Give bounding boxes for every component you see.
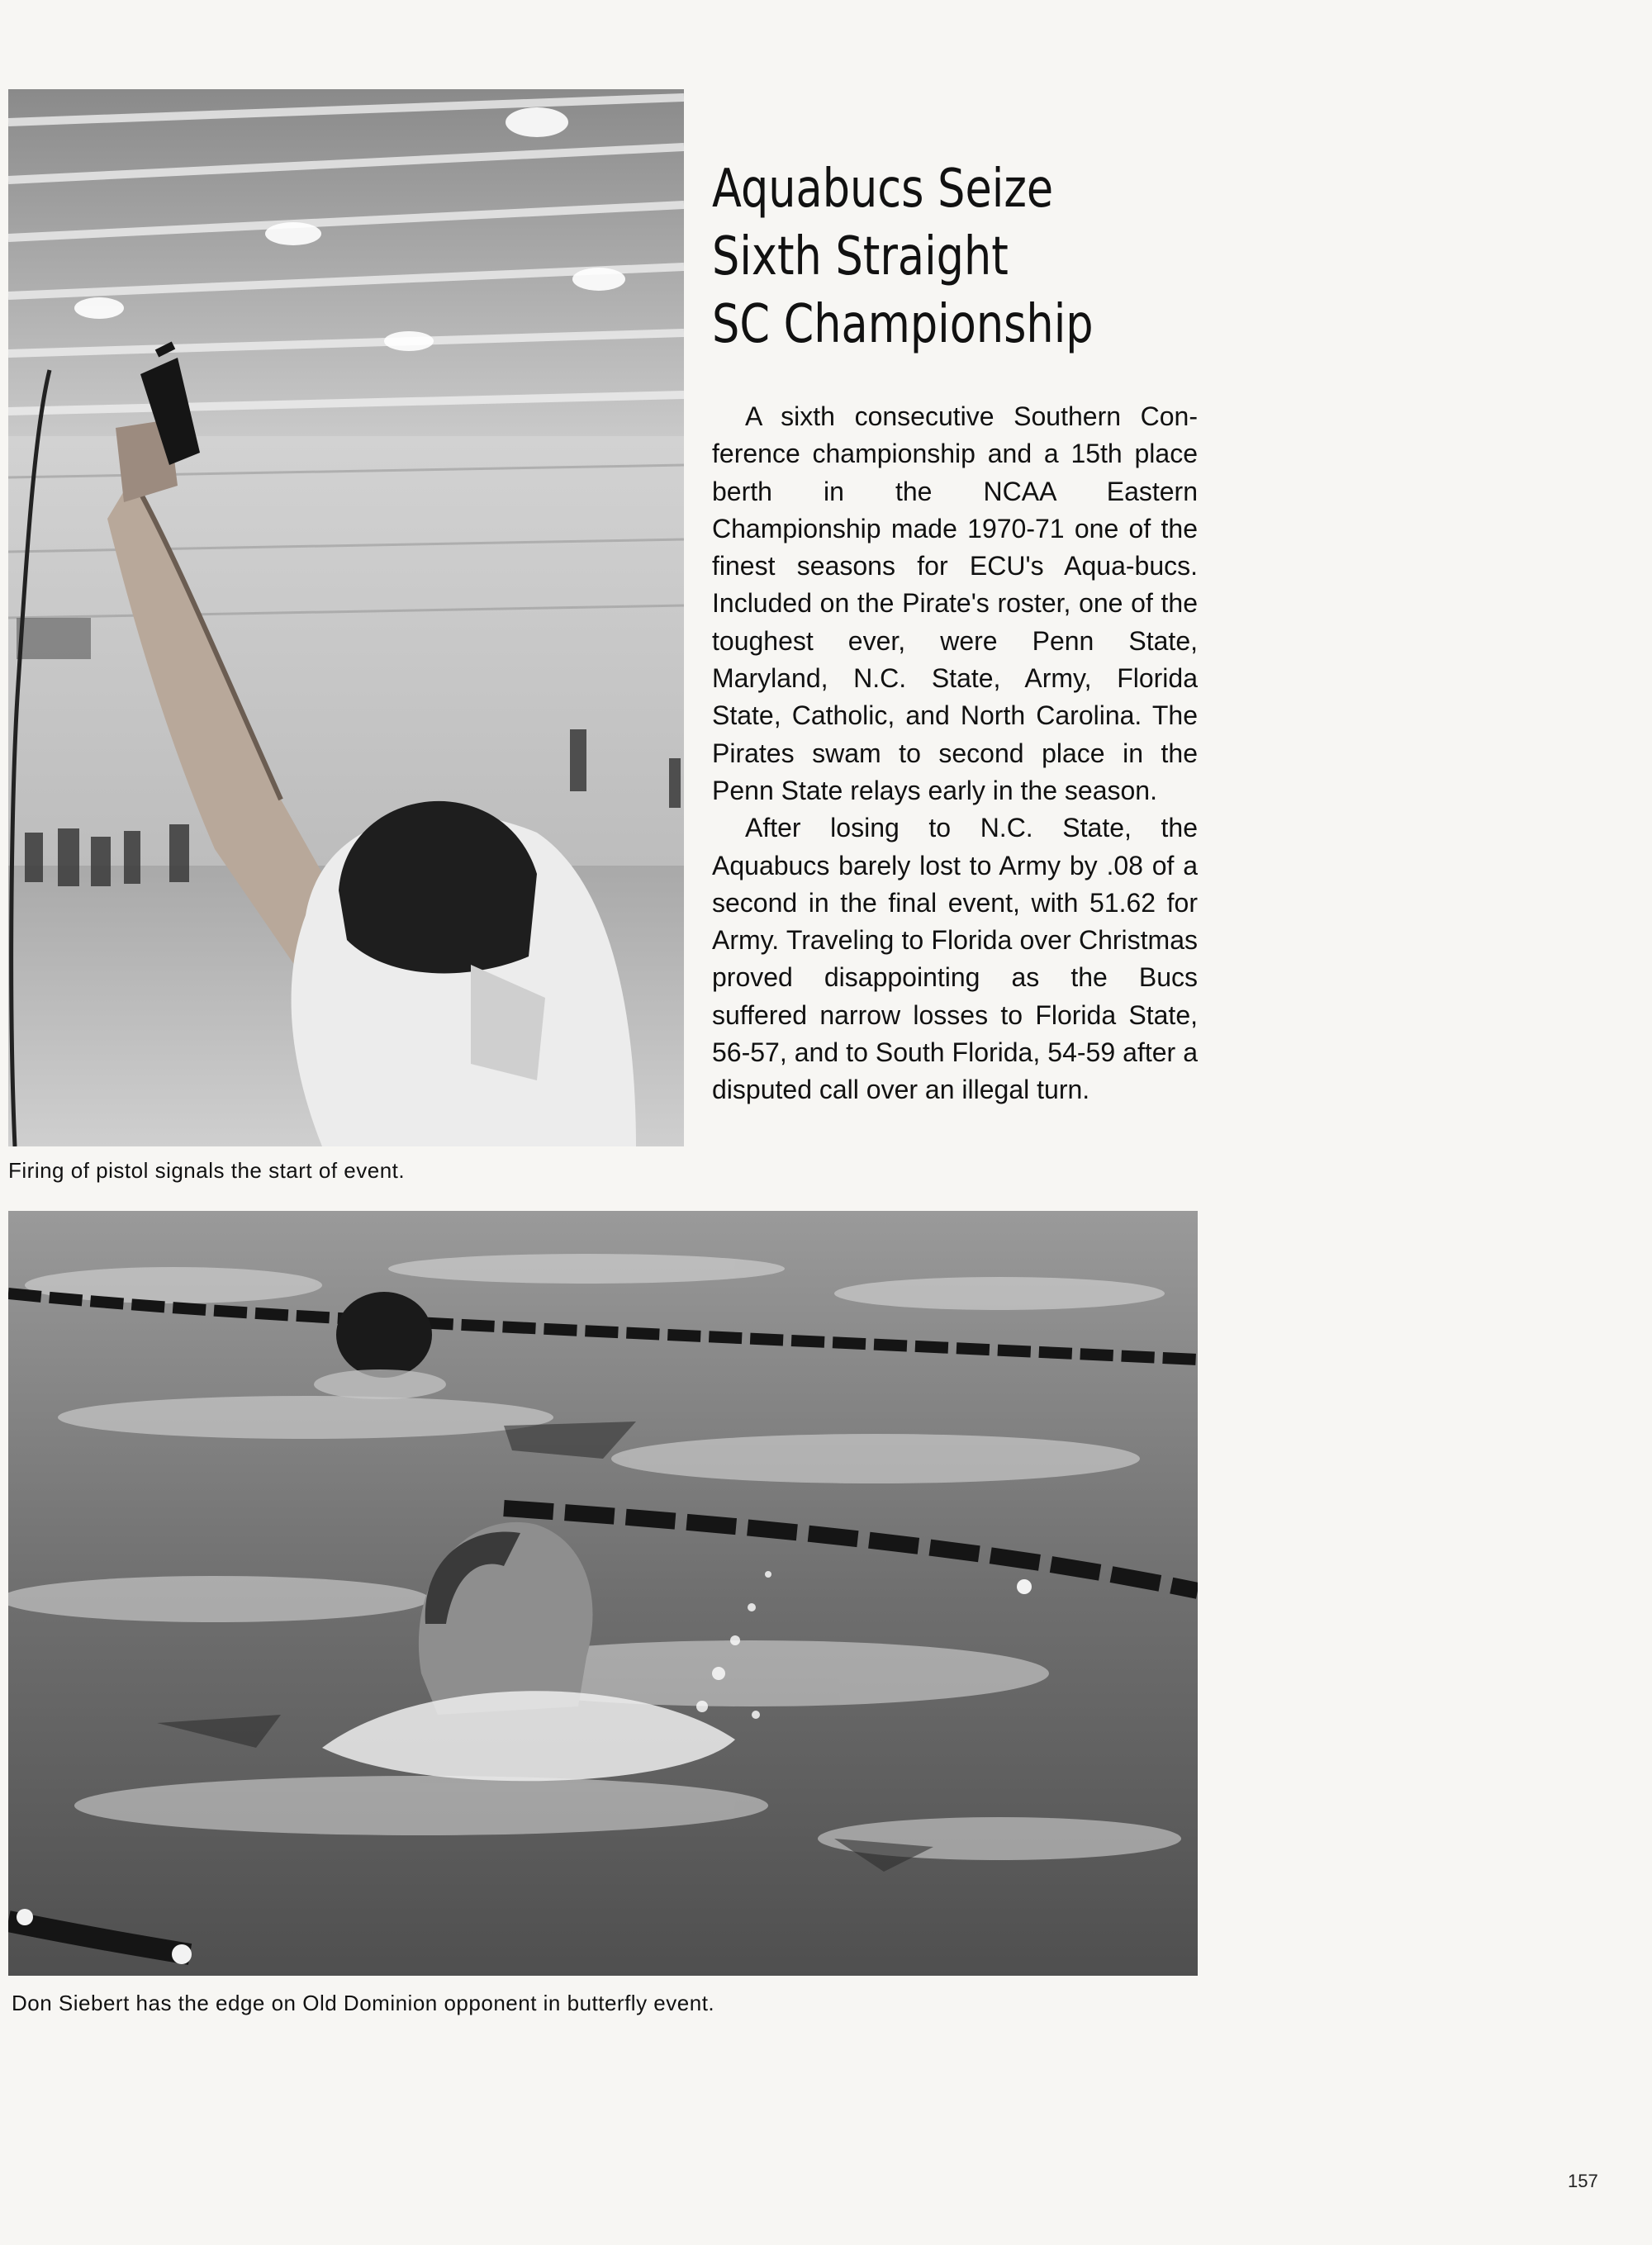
headline-line-1: Aquabucs Seize	[712, 159, 1054, 220]
headline-line-2: Sixth Straight	[712, 226, 1009, 287]
headline-line-3: SC Championship	[712, 294, 1094, 355]
caption-starter-pistol: Firing of pistol signals the start of event.	[8, 1158, 406, 1183]
article-paragraph-2: After losing to N.C. State, the Aquabucs barely lost to Army by .08 of a second in the final event, with 51.62 for Army. Traveling to Florida over Christmas proved disappointing as the Bucs suffered narrow losses to Florida State, 56-57, and to South Florida, 54-59 after a disputed call over an illegal turn.	[712, 813, 1198, 1105]
caption-butterfly-event: Don Siebert has the edge on Old Dominion opponent in butterfly event.	[12, 1991, 715, 2015]
article-body	[712, 398, 1198, 1109]
article-paragraph-1: A sixth consecutive Southern Con-ference championship and a 15th place berth in the NCAA Eastern Championship made 1970-71 one of the finest seasons for ECU's Aqua-bucs. Included on the Pirate's roster, one of the toughest ever, were Penn State, Maryland, N.C. State, Army, Florida State, Catholic, and North Carolina. The Pirates swam to second place in the Penn State relays early in the season.	[712, 401, 1198, 805]
starter-pistol-photo	[8, 89, 684, 1146]
butterfly-swimmers-photo	[8, 1211, 1198, 1976]
page-number: 157	[1568, 2171, 1598, 2191]
headline	[712, 155, 1118, 358]
